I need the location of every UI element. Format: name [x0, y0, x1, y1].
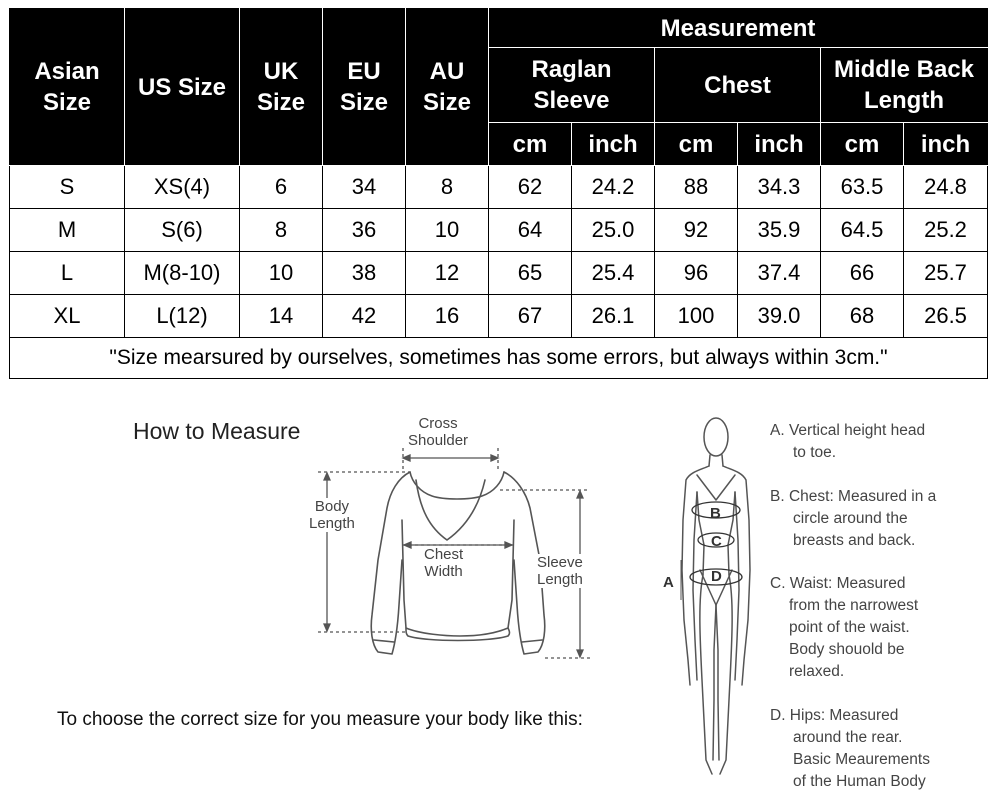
- measurement-note: "Size mearsured by ourselves, sometimes has some errors, but always within 3cm.": [10, 338, 988, 379]
- table-cell: 14: [240, 295, 323, 338]
- table-cell: 35.9: [738, 209, 821, 252]
- table-cell: 12: [406, 252, 489, 295]
- chest-width-label: Chest Width: [424, 546, 464, 580]
- unit-header-inch: inch: [904, 123, 988, 166]
- table-cell: 42: [323, 295, 406, 338]
- header-eu-size: EU Size: [323, 9, 406, 166]
- how-to-measure-title: How to Measure: [133, 418, 301, 444]
- header-asian-size: Asian Size: [10, 9, 125, 166]
- table-cell: 24.2: [572, 166, 655, 209]
- table-cell: XL: [10, 295, 125, 338]
- table-cell: S: [10, 166, 125, 209]
- table-cell: M: [10, 209, 125, 252]
- table-cell: 16: [406, 295, 489, 338]
- table-row: [10, 166, 988, 209]
- table-cell: 8: [406, 166, 489, 209]
- header-us-size: US Size: [125, 9, 240, 166]
- body-length-label: Body Length: [309, 498, 355, 532]
- table-cell: 37.4: [738, 252, 821, 295]
- header-uk-size: UK Size: [240, 9, 323, 166]
- table-row: [10, 209, 988, 252]
- table-cell: 38: [323, 252, 406, 295]
- unit-header-cm: cm: [821, 123, 904, 166]
- marker-d: D: [711, 568, 722, 585]
- choose-size-instruction: To choose the correct size for you measure your body like this:: [57, 709, 583, 730]
- unit-header-inch: inch: [738, 123, 821, 166]
- table-cell: XS(4): [125, 166, 240, 209]
- table-cell: 64: [489, 209, 572, 252]
- unit-header-cm: cm: [489, 123, 572, 166]
- table-cell: 25.4: [572, 252, 655, 295]
- table-cell: 65: [489, 252, 572, 295]
- table-cell: 34: [323, 166, 406, 209]
- header-measurement: Measurement: [489, 9, 988, 48]
- legend-c: C. Waist: Measured from the narrowest point of the waist. Body shouold be relaxed.: [770, 575, 919, 680]
- table-cell: 100: [655, 295, 738, 338]
- header-raglan-sleeve: Raglan Sleeve: [489, 48, 655, 123]
- table-cell: 25.7: [904, 252, 988, 295]
- table-cell: 8: [240, 209, 323, 252]
- table-cell: 10: [240, 252, 323, 295]
- table-cell: 63.5: [821, 166, 904, 209]
- table-cell: M(8-10): [125, 252, 240, 295]
- table-cell: L: [10, 252, 125, 295]
- header-middle-back-length: Middle Back Length: [821, 48, 988, 123]
- table-cell: 36: [323, 209, 406, 252]
- legend-b: B. Chest: Measured in a circle around the breasts and back.: [770, 488, 937, 549]
- header-au-size: AU Size: [406, 9, 489, 166]
- table-cell: 92: [655, 209, 738, 252]
- header-chest: Chest: [655, 48, 821, 123]
- table-row: [10, 295, 988, 338]
- table-cell: S(6): [125, 209, 240, 252]
- table-cell: 25.2: [904, 209, 988, 252]
- table-cell: 26.1: [572, 295, 655, 338]
- table-cell: 26.5: [904, 295, 988, 338]
- table-cell: 25.0: [572, 209, 655, 252]
- cross-shoulder-label: Cross Shoulder: [408, 415, 469, 449]
- table-cell: 62: [489, 166, 572, 209]
- table-cell: 67: [489, 295, 572, 338]
- table-cell: 68: [821, 295, 904, 338]
- table-cell: 34.3: [738, 166, 821, 209]
- legend-a: A. Vertical height head to toe.: [770, 422, 926, 461]
- table-cell: 96: [655, 252, 738, 295]
- legend-d: D. Hips: Measured around the rear. Basic Meaurements of the Human Body: [770, 707, 930, 790]
- marker-c: C: [711, 533, 722, 550]
- table-cell: 6: [240, 166, 323, 209]
- table-cell: 24.8: [904, 166, 988, 209]
- table-cell: 64.5: [821, 209, 904, 252]
- table-row: [10, 252, 988, 295]
- size-chart-table: [9, 8, 988, 379]
- marker-b: B: [710, 505, 721, 522]
- sleeve-length-label: Sleeve Length: [537, 554, 583, 588]
- unit-header-inch: inch: [572, 123, 655, 166]
- unit-header-cm: cm: [655, 123, 738, 166]
- table-cell: 39.0: [738, 295, 821, 338]
- table-cell: 88: [655, 166, 738, 209]
- table-cell: 66: [821, 252, 904, 295]
- marker-a: A: [663, 574, 674, 591]
- table-cell: L(12): [125, 295, 240, 338]
- table-cell: 10: [406, 209, 489, 252]
